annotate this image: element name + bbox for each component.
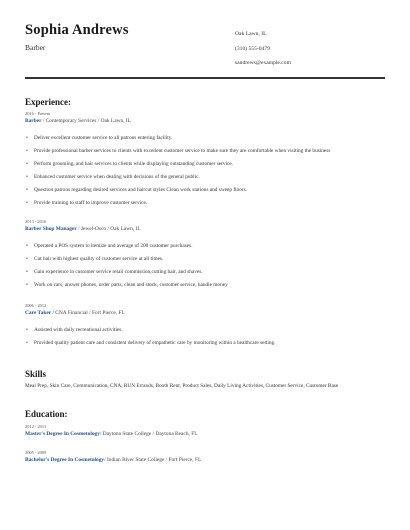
contact-phone: (310) 555-0479 (235, 45, 270, 52)
contact-info (235, 27, 291, 71)
job-bullets (25, 134, 385, 212)
list-item: • Provide training to staff to improve customer service. (25, 199, 385, 212)
candidate-role: Barber (25, 43, 46, 52)
job-date: 2016 - Present (25, 111, 51, 116)
education-org: / Daytona State College / Daytona Beach, FL (99, 431, 198, 437)
job-org: / Contemporary Services / Oak Lawn, IL (41, 118, 131, 124)
degree-title: Master's Degree In Cosmetology (25, 431, 100, 437)
education-line (25, 430, 385, 438)
list-item: • Assisted with daily recreational activities. (25, 326, 385, 339)
list-item: • Provide professional barber services to clients with excellent customer service to make sure they are comfortable when visiting the business (25, 147, 385, 160)
job-title-line (25, 309, 385, 317)
education-line (25, 456, 385, 464)
candidate-name: Sophia Andrews (25, 22, 129, 38)
skills-heading: Skills (25, 369, 47, 379)
job-title-line (25, 117, 385, 125)
list-item: • Provided quality patient care and consistent delivery of empathetic care by monitoring within a healthcare setting. (25, 339, 385, 352)
job-entry-1 (25, 111, 385, 212)
job-org: / Jewel-Osco / Oak Lawn, IL (76, 226, 141, 232)
education-heading: Education: (25, 409, 68, 419)
job-bullets (25, 242, 385, 294)
contact-email: sandrews@example.com (235, 60, 291, 66)
resume-header (25, 22, 385, 78)
list-item: • Gain experience in customer service retail commission,cutting hair, and shaves. (25, 268, 385, 281)
education-date: 2012 - 2013 (25, 424, 47, 429)
job-title: Care Taker (25, 310, 52, 316)
list-item: • Perform grooming, and hair services to clients while displaying outstanding customer service. (25, 160, 385, 173)
job-date: 2006 - 2012 (25, 303, 47, 308)
contact-location: Oak Lawn, IL (235, 31, 267, 37)
header-divider (25, 77, 385, 79)
job-title-line (25, 225, 385, 233)
job-title: Barber Shop Manager (25, 226, 77, 232)
education-entry-1 (25, 424, 385, 438)
job-date: 2013 - 2016 (25, 219, 47, 224)
list-item: • Deliver excellent customer service to all patrons entering facility. (25, 134, 385, 147)
job-entry-2 (25, 219, 385, 294)
list-item: • Work on cars, answer phones, order parts, clean and stock, customer service, handle money (25, 281, 385, 294)
job-entry-3 (25, 303, 385, 352)
skills-list: Meal Prep, Skin Care, Communication, CNA, RUN Errands, Booth Rent, Product Sales, Daily Living Activities, Customer Service, Customer Base (25, 383, 339, 389)
degree-title: Bachelor's Degree In Cosmetology (25, 457, 105, 463)
education-entry-2 (25, 450, 385, 464)
job-title: Barber (25, 118, 42, 124)
list-item: • Enhanced customer service when dealing with decisions of the general public. (25, 173, 385, 186)
job-bullets (25, 326, 385, 352)
education-date: 2005 - 2009 (25, 450, 47, 455)
experience-heading: Experience: (25, 97, 71, 107)
list-item: • Cut hair with highest quality of customer service at all times. (25, 255, 385, 268)
list-item: • Operated a POS system to itemize and average of 200 customer purchases. (25, 242, 385, 255)
job-org: / CNA Financial / Fort Pierce, FL (51, 310, 125, 316)
education-org: / Indian River State College / Fort Pierce, FL (104, 457, 202, 463)
list-item: • Question patrons regarding desired services and haircut styles Clean work stations and sweep floors. (25, 186, 385, 199)
